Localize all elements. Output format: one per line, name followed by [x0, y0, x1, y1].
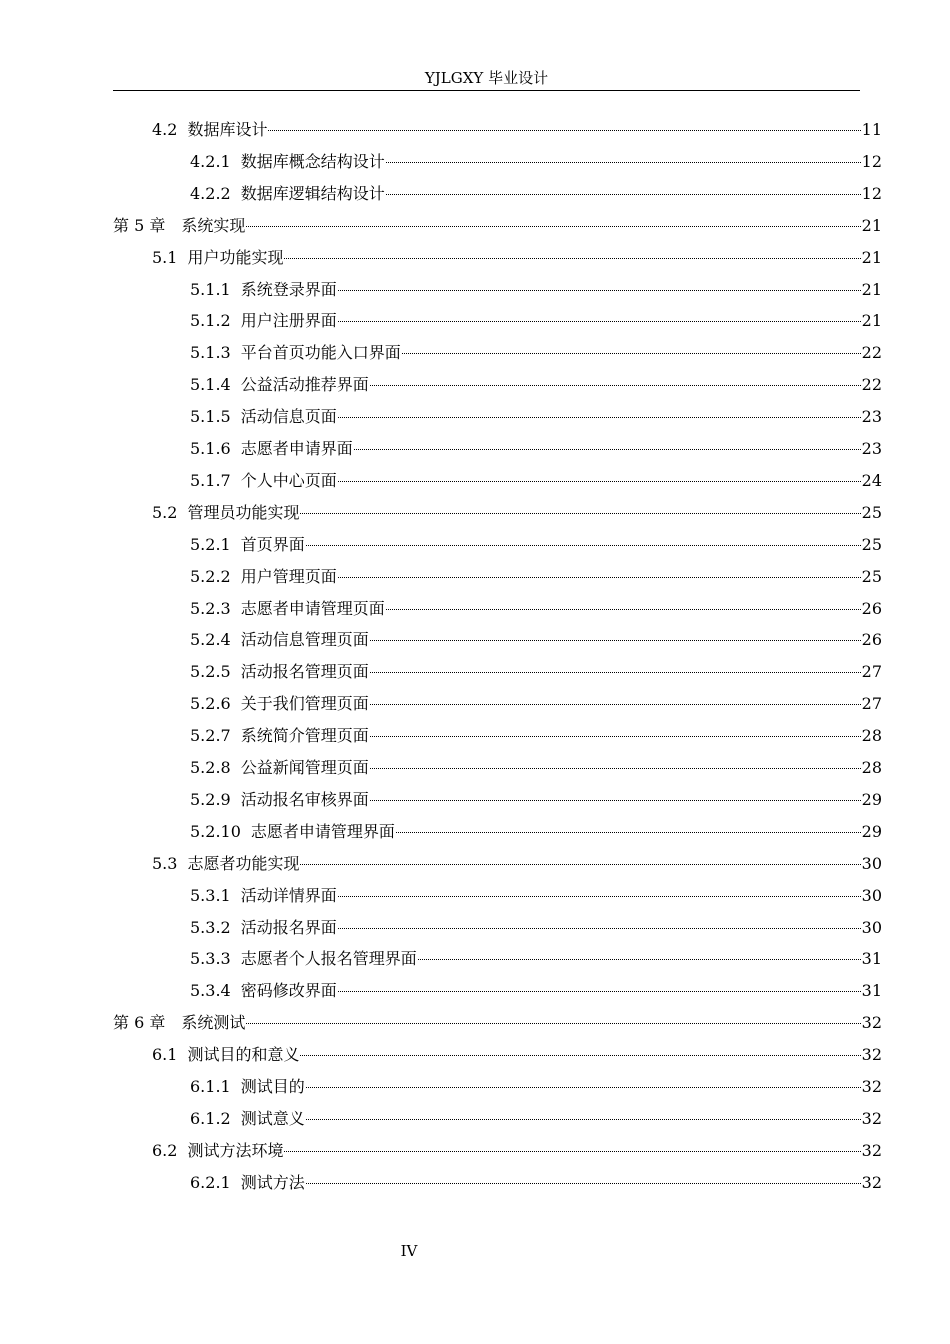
toc-entry[interactable]: [190, 146, 882, 178]
toc-dot-leader: [300, 863, 860, 865]
toc-entry-title: 测试方法: [240, 1172, 305, 1192]
toc-entry-page: 21: [861, 311, 882, 331]
toc-entry-page: 25: [861, 502, 882, 522]
toc-entry[interactable]: [190, 1103, 882, 1135]
toc-entry[interactable]: [190, 401, 882, 433]
toc-entry-page: 25: [861, 534, 882, 554]
toc-entry-page: 27: [861, 694, 882, 714]
toc-entry-number: 5.2.9: [190, 789, 231, 809]
toc-dot-leader: [338, 927, 861, 929]
toc-entry-number: 5.1.6: [190, 439, 231, 458]
toc-entry-page: 32: [861, 1077, 882, 1096]
toc-entry[interactable]: [113, 1007, 882, 1039]
toc-entry[interactable]: [190, 688, 882, 720]
toc-dot-leader: [370, 767, 861, 769]
toc-entry-number: 5.3.3: [190, 949, 231, 969]
toc-entry[interactable]: [190, 624, 882, 656]
toc-entry-number: 4.2: [152, 120, 178, 139]
toc-entry[interactable]: [190, 1167, 882, 1199]
toc-entry-title: 平台首页功能入口界面: [240, 343, 401, 363]
toc-dot-leader: [386, 193, 861, 195]
toc-entry-number: 5.1.5: [190, 407, 231, 427]
toc-entry-number: 5.2.2: [190, 566, 231, 586]
toc-entry-page: 21: [861, 279, 882, 299]
toc-entry[interactable]: [190, 656, 882, 688]
toc-entry-title: 用户管理页面: [240, 566, 337, 586]
toc-entry-number: 5.3.1: [190, 885, 231, 905]
toc-entry[interactable]: [190, 752, 882, 784]
toc-entry-page: 30: [861, 853, 882, 873]
toc-dot-leader: [370, 384, 861, 386]
toc-entry-number: 5.1.4: [190, 375, 231, 395]
toc-entry[interactable]: [190, 274, 882, 306]
toc-dot-leader: [396, 831, 861, 833]
toc-entry[interactable]: [152, 242, 882, 274]
toc-dot-leader: [306, 1118, 861, 1120]
toc-entry-title: 活动信息页面: [240, 407, 337, 427]
toc-dot-leader: [338, 895, 861, 897]
toc-dot-leader: [338, 576, 861, 578]
toc-entry-number: 6.2.1: [190, 1172, 231, 1192]
toc-entry[interactable]: [190, 1071, 882, 1103]
toc-entry[interactable]: [190, 880, 882, 912]
header-title: YJLGXY 毕业设计: [424, 69, 549, 87]
toc-entry-title: 活动信息管理页面: [240, 630, 369, 650]
toc-entry-number: 6.1.2: [190, 1108, 231, 1128]
toc-entry-page: 28: [861, 726, 882, 746]
toc-dot-leader: [370, 703, 861, 705]
toc-entry-title: 测试意义: [240, 1108, 305, 1128]
toc-entry-title: 志愿者申请管理界面: [250, 821, 395, 841]
toc-entry-title: 系统实现: [181, 215, 246, 235]
toc-entry-page: 21: [861, 215, 882, 235]
toc-entry[interactable]: [190, 593, 882, 625]
toc-dot-leader: [354, 448, 861, 450]
toc-entry-title: 管理员功能实现: [187, 502, 300, 522]
toc-dot-leader: [418, 958, 861, 960]
toc-entry[interactable]: [190, 943, 882, 975]
toc-entry-number: 4.2.1: [190, 151, 231, 171]
toc-entry-number: 5.2.1: [190, 534, 231, 554]
toc-entry-number: 5.2.6: [190, 694, 231, 714]
toc-entry-page: 30: [861, 885, 882, 905]
toc-entry[interactable]: [190, 816, 882, 848]
toc-entry-number: 5.2.3: [190, 598, 231, 618]
toc-entry-number: 5.1.2: [190, 311, 231, 331]
toc-entry-number: 5.1: [152, 247, 178, 267]
toc-entry[interactable]: [190, 529, 882, 561]
toc-dot-leader: [306, 1182, 861, 1184]
header-rule: [113, 90, 860, 91]
toc-entry-number: 5.3: [152, 853, 178, 873]
toc-entry-number: 5.2.4: [190, 630, 231, 650]
toc-entry[interactable]: [190, 975, 882, 1007]
toc-entry-title: 用户功能实现: [187, 247, 284, 267]
toc-entry-title: 系统简介管理页面: [240, 726, 369, 746]
toc-entry-title: 公益活动推荐界面: [240, 375, 369, 395]
toc-entry-page: 23: [861, 439, 882, 458]
toc-entry-title: 志愿者申请界面: [240, 439, 353, 458]
toc-entry[interactable]: [190, 784, 882, 816]
toc-entry[interactable]: [190, 305, 882, 337]
toc-entry-number: 5.1.7: [190, 470, 231, 490]
toc-entry-number: 5.2.8: [190, 758, 231, 777]
toc-dot-leader: [246, 1022, 860, 1024]
toc-entry-number: 5.3.4: [190, 981, 231, 1001]
toc-entry-title: 志愿者个人报名管理界面: [240, 949, 417, 969]
toc-dot-leader: [338, 416, 861, 418]
toc-entry-page: 31: [861, 981, 882, 1001]
toc-entry-title: 志愿者功能实现: [187, 853, 300, 873]
toc-entry-page: 26: [861, 630, 882, 650]
page-footer: [0, 1242, 818, 1260]
toc-entry-number: 6.1: [152, 1045, 178, 1065]
toc-entry-title: 系统测试: [181, 1013, 246, 1033]
toc-entry-page: 32: [861, 1108, 882, 1128]
toc-entry-title: 首页界面: [240, 534, 305, 554]
toc-entry[interactable]: [190, 720, 882, 752]
toc-entry-number: 6.1.1: [190, 1077, 231, 1096]
toc-entry-title: 系统登录界面: [240, 279, 337, 299]
toc-entry-number: 第 5 章: [113, 215, 166, 235]
toc-dot-leader: [284, 257, 860, 259]
toc-entry-title: 活动报名管理页面: [240, 662, 369, 682]
toc-dot-leader: [386, 608, 861, 610]
toc-entry[interactable]: [190, 465, 882, 497]
page-header: [113, 68, 860, 88]
toc-entry-page: 32: [861, 1140, 882, 1160]
toc-dot-leader: [338, 480, 861, 482]
toc-entry-number: 5.2.10: [190, 821, 241, 841]
toc-entry-title: 数据库设计: [187, 120, 268, 139]
toc-dot-leader: [300, 1054, 860, 1056]
toc-entry-number: 5.2.7: [190, 726, 231, 746]
toc-entry-page: 25: [861, 566, 882, 586]
toc-entry-number: 5.1.3: [190, 343, 231, 363]
toc-dot-leader: [306, 1086, 861, 1088]
page-number: IV: [400, 1242, 418, 1260]
toc-entry-page: 12: [861, 183, 882, 203]
toc-entry[interactable]: [152, 114, 882, 146]
toc-entry-page: 29: [861, 789, 882, 809]
toc-entry[interactable]: [190, 561, 882, 593]
toc-entry-title: 公益新闻管理页面: [240, 758, 369, 777]
toc-entry-page: 27: [861, 662, 882, 682]
toc-entry-page: 22: [861, 343, 882, 363]
toc-entry-page: 21: [861, 247, 882, 267]
toc-entry-title: 活动报名审核界面: [240, 789, 369, 809]
toc-dot-leader: [370, 671, 861, 673]
toc-entry[interactable]: [190, 912, 882, 944]
toc-entry-page: 12: [861, 151, 882, 171]
toc-entry-page: 30: [861, 917, 882, 937]
toc-entry[interactable]: [152, 1135, 882, 1167]
toc-entry-page: 31: [861, 949, 882, 969]
toc-entry-title: 数据库概念结构设计: [240, 151, 385, 171]
toc-entry-title: 测试目的: [240, 1077, 305, 1096]
toc-entry-page: 29: [861, 821, 882, 841]
toc-entry-number: 第 6 章: [113, 1013, 166, 1033]
toc-entry-title: 个人中心页面: [240, 470, 337, 490]
toc-dot-leader: [268, 129, 860, 131]
toc-dot-leader: [370, 799, 861, 801]
toc-entry[interactable]: [190, 369, 882, 401]
toc-entry-page: 22: [861, 375, 882, 395]
toc-dot-leader: [338, 289, 861, 291]
toc-entry-number: 6.2: [152, 1140, 178, 1160]
toc-dot-leader: [284, 1150, 860, 1152]
toc-entry-number: 4.2.2: [190, 183, 231, 203]
toc-entry-title: 活动报名界面: [240, 917, 337, 937]
toc-entry[interactable]: [152, 1039, 882, 1071]
toc-entry-title: 测试目的和意义: [187, 1045, 300, 1065]
toc-entry-title: 测试方法环境: [187, 1140, 284, 1160]
toc-entry[interactable]: [190, 433, 882, 465]
toc-entry-title: 密码修改界面: [240, 981, 337, 1001]
toc-entry[interactable]: [190, 178, 882, 210]
toc-entry-page: 11: [861, 120, 882, 139]
toc-dot-leader: [370, 735, 861, 737]
toc-dot-leader: [300, 512, 860, 514]
toc-dot-leader: [386, 161, 861, 163]
toc-entry-page: 28: [861, 758, 882, 777]
toc-dot-leader: [306, 544, 861, 546]
toc-entry-title: 用户注册界面: [240, 311, 337, 331]
toc-dot-leader: [402, 352, 861, 354]
toc-entry[interactable]: [190, 337, 882, 369]
toc-entry[interactable]: [113, 210, 882, 242]
toc-entry-number: 5.2.5: [190, 662, 231, 682]
toc-entry-title: 数据库逻辑结构设计: [240, 183, 385, 203]
toc-entry-page: 32: [861, 1013, 882, 1033]
toc-entry-number: 5.1.1: [190, 279, 231, 299]
toc-entry-title: 志愿者申请管理页面: [240, 598, 385, 618]
toc-entry-page: 24: [861, 470, 882, 490]
toc-entry-title: 关于我们管理页面: [240, 694, 369, 714]
toc-entry[interactable]: [152, 848, 882, 880]
toc-entry-page: 26: [861, 598, 882, 618]
toc-entry-page: 23: [861, 407, 882, 427]
toc-entry[interactable]: [152, 497, 882, 529]
toc-entry-page: 32: [861, 1045, 882, 1065]
toc-entry-title: 活动详情界面: [240, 885, 337, 905]
toc-entry-page: 32: [861, 1172, 882, 1192]
toc-dot-leader: [246, 225, 860, 227]
toc-entry-number: 5.2: [152, 502, 178, 522]
toc-dot-leader: [338, 320, 861, 322]
toc-dot-leader: [370, 639, 861, 641]
toc-dot-leader: [338, 990, 861, 992]
toc-entry-number: 5.3.2: [190, 917, 231, 937]
